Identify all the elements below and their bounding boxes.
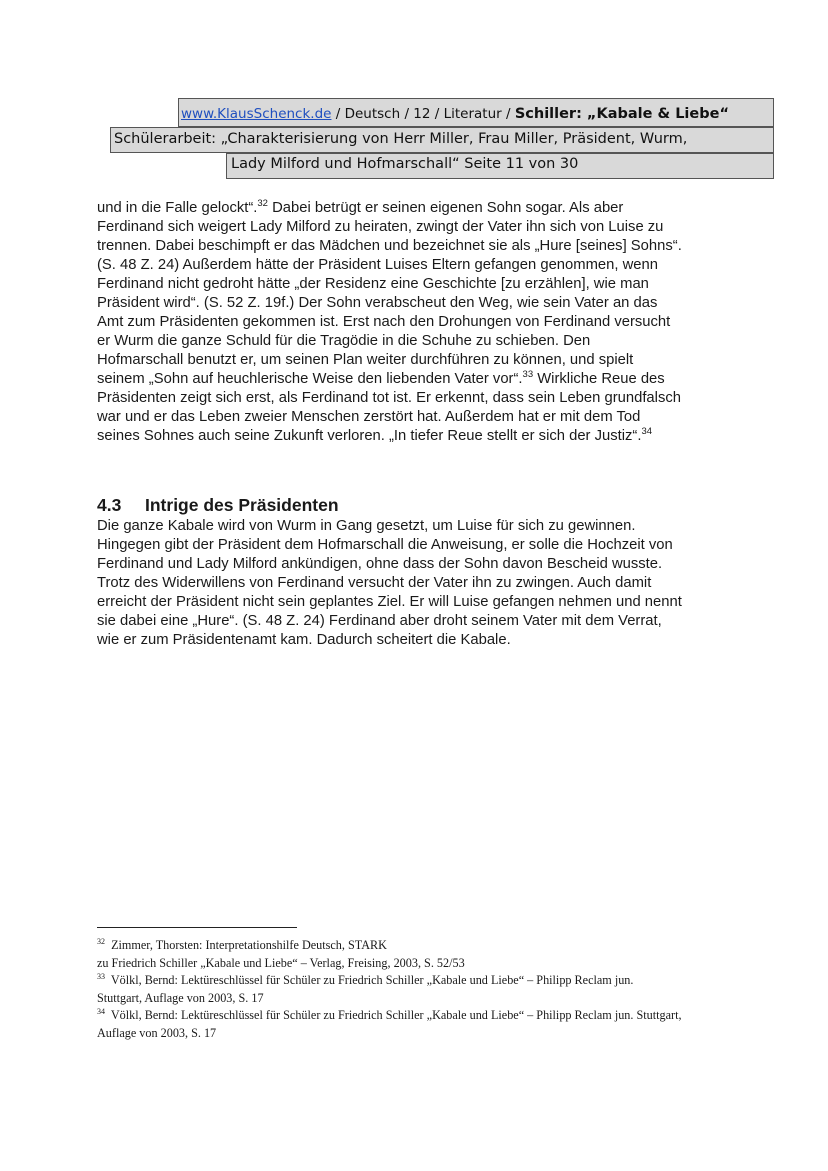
work-title: Schiller: „Kabale & Liebe“ bbox=[514, 106, 729, 122]
text-line: Amt zum Präsidenten gekommen ist. Erst nach den Drohungen von Ferdinand versucht bbox=[97, 314, 671, 330]
section-title: Intrige des Präsidenten bbox=[145, 495, 339, 515]
text-line: erreicht der Präsident nicht sein geplantes Ziel. Er will Luise gefangen nehmen und nennt bbox=[97, 594, 682, 610]
header-subtitle-line-1: Schülerarbeit: „Charakterisierung von Herr Miller, Frau Miller, Präsident, Wurm, bbox=[114, 131, 688, 147]
text-line: wie er zum Präsidentenamt kam. Dadurch scheitert die Kabale. bbox=[97, 632, 511, 648]
text-line: Hofmarschall benutzt er, um seinen Plan weiter durchführen zu können, und spielt bbox=[97, 352, 634, 368]
site-link[interactable]: www.KlausSchenck.de bbox=[181, 106, 332, 122]
footnote-number: 34 bbox=[97, 1006, 105, 1016]
text-line: seinem „Sohn auf heuchlerische Weise den liebenden Vater vor“.$^{33}$ Wirkliche Reue des bbox=[97, 369, 665, 387]
footnotes bbox=[97, 937, 747, 1042]
text-line: seines Sohnes auch seine Zukunft verloren. „In tiefer Reue stellt er sich der Justiz“.$^{34}$ bbox=[97, 426, 653, 444]
footnote-text: Auflage von 2003, S. 17 bbox=[97, 1025, 217, 1040]
footnote-34 bbox=[97, 1007, 747, 1042]
paragraph-1 bbox=[97, 199, 737, 446]
text-line: trennen. Dabei beschimpft er das Mädchen und bezeichnet sie als „Hure [seines] Sohns“. bbox=[97, 238, 682, 254]
text-line: Ferdinand sich weigert Lady Milford zu heiraten, zwingt der Vater ihn sich von Luise zu bbox=[97, 219, 664, 235]
text-line: war und er das Leben zweier Menschen zerstört hat. Außerdem hat er mit dem Tod bbox=[97, 409, 641, 425]
text-line: Präsident wird“. (S. 52 Z. 19f.) Der Sohn verabscheut den Weg, wie sein Vater an das bbox=[97, 295, 658, 311]
footnote-number: 32 bbox=[97, 936, 105, 946]
header-row-2 bbox=[110, 127, 774, 153]
header-row-3 bbox=[226, 153, 774, 179]
text-line: Ferdinand nicht gedroht hätte „der Residenz eine Geschichte [zu erzählen], wie man bbox=[97, 276, 649, 292]
footnote-ref-34[interactable]: 34 bbox=[641, 426, 653, 438]
footnote-separator bbox=[97, 927, 297, 928]
text-line: Ferdinand und Lady Milford ankündigen, ohne dass der Sohn davon Bescheid wusste. bbox=[97, 556, 663, 572]
section-heading bbox=[97, 495, 339, 516]
paragraph-2 bbox=[97, 517, 737, 650]
section-number: 4.3 bbox=[97, 495, 122, 515]
footnote-text: Völkl, Bernd: Lektüreschlüssel für Schüler zu Friedrich Schiller „Kabale und Liebe“ – Philipp Reclam jun. Stuttgart, bbox=[110, 1008, 682, 1022]
text-line: Hingegen gibt der Präsident dem Hofmarschall die Anweisung, er solle die Hochzeit von bbox=[97, 537, 673, 553]
footnote-text: Völkl, Bernd: Lektüreschlüssel für Schüler zu Friedrich Schiller „Kabale und Liebe“ – Philipp Reclam jun. bbox=[110, 973, 634, 987]
footnote-text: zu Friedrich Schiller „Kabale und Liebe“ – Verlag, Freising, 2003, S. 52/53 bbox=[97, 955, 465, 970]
breadcrumb: / Deutsch / 12 / Literatur / bbox=[331, 106, 515, 122]
header-row-1 bbox=[178, 98, 774, 127]
footnote-32 bbox=[97, 937, 747, 972]
footnote-ref-32[interactable]: 32 bbox=[257, 198, 268, 210]
footnote-33 bbox=[97, 972, 747, 1007]
footnote-number: 33 bbox=[97, 971, 105, 981]
header-subtitle-line-2: Lady Milford und Hofmarschall“ Seite 11 von 30 bbox=[231, 156, 579, 172]
footnote-text: Zimmer, Thorsten: Interpretationshilfe Deutsch, STARK bbox=[111, 938, 387, 952]
text-line: Trotz des Widerwillens von Ferdinand versucht der Vater ihn zu zwingen. Auch damit bbox=[97, 575, 652, 591]
text-line: sie dabei eine „Hure“. (S. 48 Z. 24) Ferdinand aber droht seinem Vater mit dem Verrat, bbox=[97, 613, 662, 629]
footnote-text: Stuttgart, Auflage von 2003, S. 17 bbox=[97, 990, 264, 1005]
text-line: Die ganze Kabale wird von Wurm in Gang gesetzt, um Luise für sich zu gewinnen. bbox=[97, 518, 636, 534]
text-line: er Wurm die ganze Schuld für die Tragödie in die Schuhe zu schieben. Den bbox=[97, 333, 591, 349]
footnote-ref-33[interactable]: 33 bbox=[522, 369, 534, 381]
text-line: (S. 48 Z. 24) Außerdem hätte der Präsident Luises Eltern gefangen genommen, wenn bbox=[97, 257, 658, 273]
text-line: Präsidenten zeigt sich erst, als Ferdinand tot ist. Er erkennt, dass sein Leben grundfalsch bbox=[97, 390, 681, 406]
text-line: und in die Falle gelockt“.$^{32}$ Dabei betrügt er seinen eigenen Sohn sogar. Als aber bbox=[97, 198, 624, 216]
